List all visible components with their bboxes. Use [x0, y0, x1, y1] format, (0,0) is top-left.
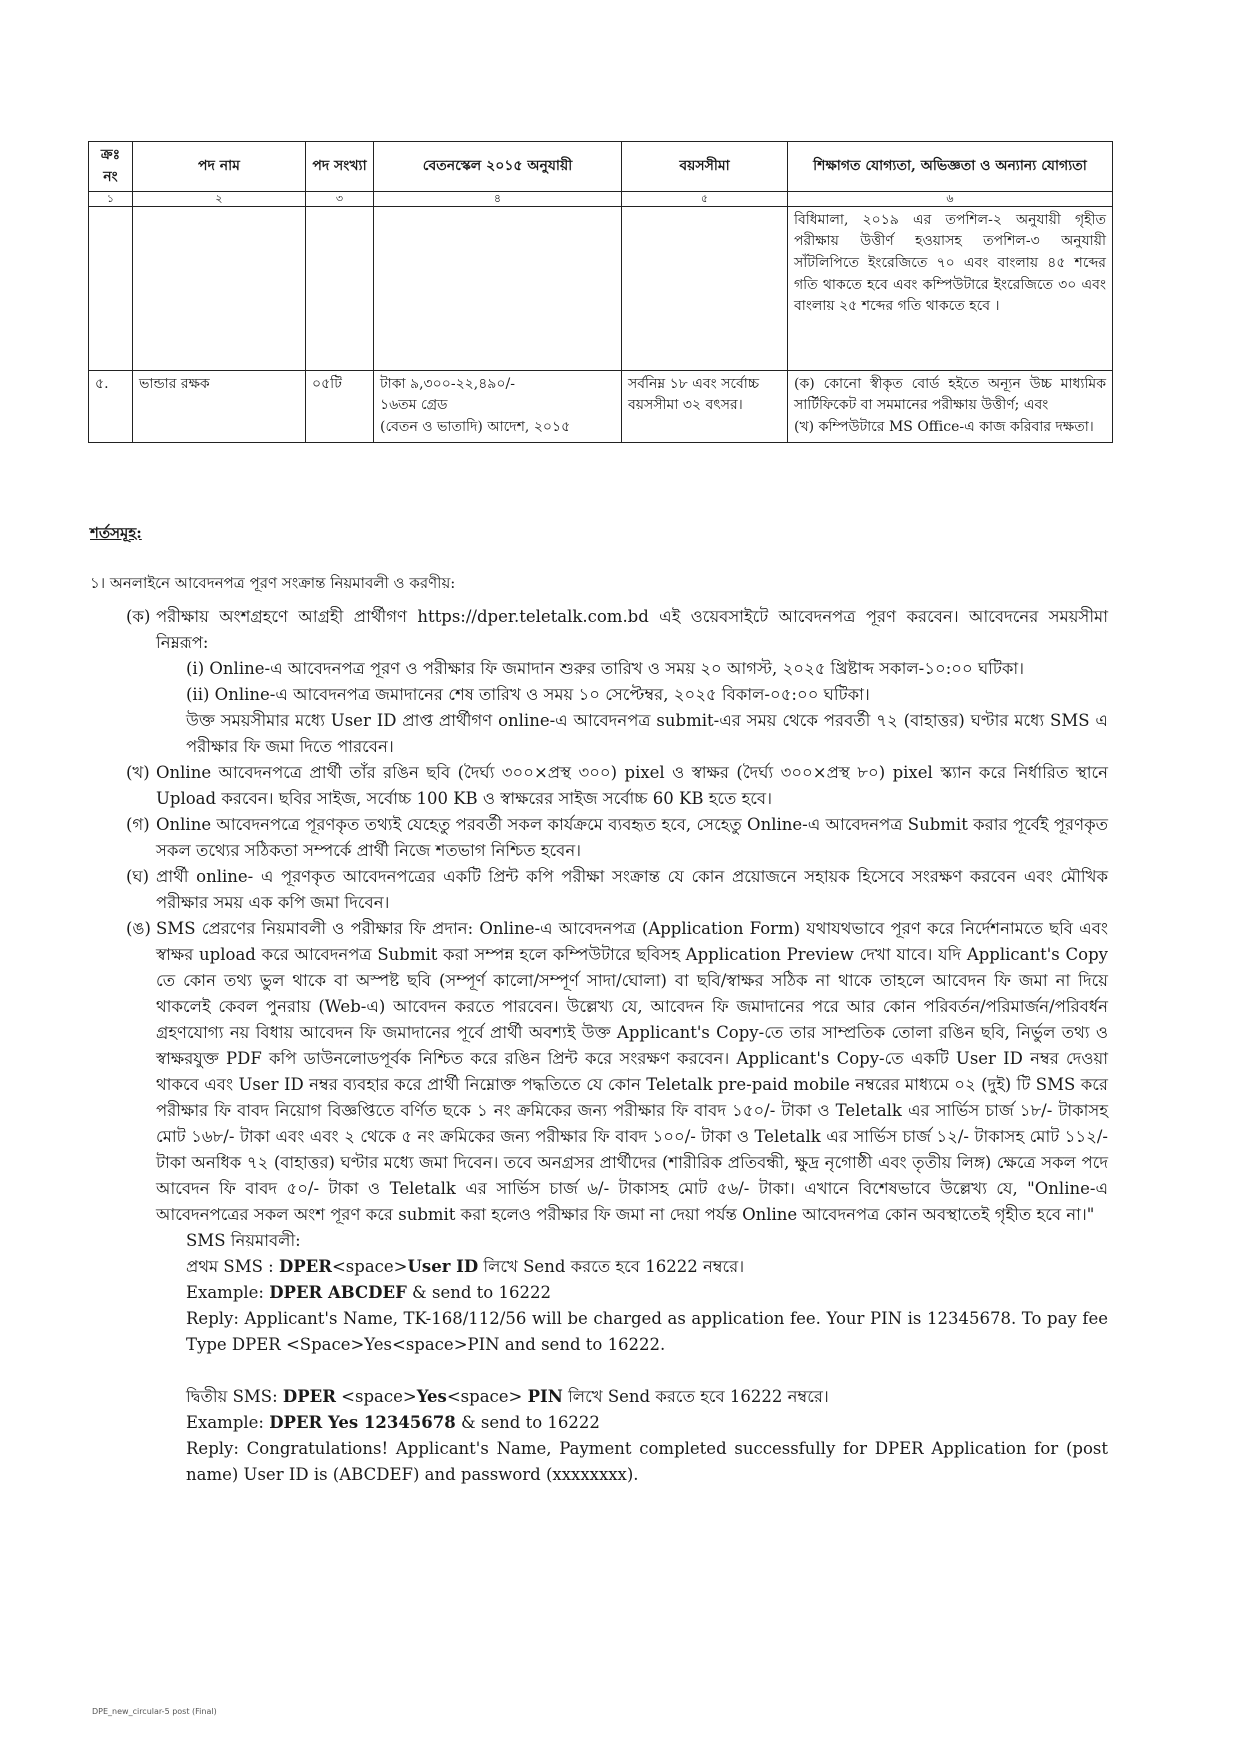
cell-pay-scale	[374, 206, 622, 370]
qualification-text: (খ) কম্পিউটারে MS Office-এ কাজ করিবার দক্ষতা।	[794, 418, 1094, 435]
sms-tail: লিখে Send করতে হবে 16222 নম্বরে।	[562, 1387, 829, 1406]
qualification-text: বিধিমালা, ২০১৯ এর তপশিল-২ অনুযায়ী গৃহীত পরীক্ষায় উত্তীর্ণ হওয়াসহ তপশিল-৩ অনুযায়ী সাঁটলিপিতে ইংরেজিতে ৭০ এবং বাংলায় ৪৫ শব্দের গতি থাকতে হবে এবং কম্পিউটারে ইংরেজিতে ৩০ এবং বাংলায় ২৫ শব্দের গতি থাকতে হবে ।	[794, 211, 1106, 315]
cell-age-limit: সর্বনিম্ন ১৮ এবং সর্বোচ্চ বয়সসীমা ৩২ বৎসর।	[622, 370, 788, 442]
section-online-application	[90, 570, 1108, 1488]
footer-filename: DPE_new_circular-5 post (Final)	[92, 1707, 217, 1716]
example-label: Example:	[186, 1413, 270, 1432]
sms-reply-2: Reply: Congratulations! Applicant's Name, Payment completed successfully for DPER Application for (post name) User ID is (ABCDEF) and password (xxxxxxxx).	[186, 1439, 1108, 1484]
deadline-end: (ii) Online-এ আবেদনপত্র জমাদানের শেষ তারিখ ও সময় ১০ সেপ্টেম্বর, ২০২৫ বিকাল-০৫:০০ ঘটিকা।	[186, 685, 870, 704]
list-item	[126, 604, 1108, 656]
list-item	[126, 916, 1108, 1228]
sms-space: <space>	[446, 1387, 528, 1406]
cell-post-name: ভান্ডার রক্ষক	[133, 370, 306, 442]
item-text: পরীক্ষায় অংশগ্রহণে আগ্রহী প্রার্থীগণ https://dper.teletalk.com.bd এই ওয়েবসাইটে আবেদনপত্র পূরণ করবেন। আবেদনের সময়সীমা নিম্নরূপ:	[156, 607, 1108, 652]
cell-qualification	[788, 206, 1113, 370]
sms-example-1	[186, 1280, 1108, 1306]
item-text: প্রার্থী online- এ পূরণকৃত আবেদনপত্রের একটি প্রিন্ট কপি পরীক্ষা সংক্রান্ত যে কোন প্রয়োজনে সহায়ক হিসেবে সংরক্ষণ করবেন এবং মৌখিক পরীক্ষার সময় এক কপি জমা দিবেন।	[156, 867, 1108, 912]
sms-space: <space>	[335, 1387, 417, 1406]
col-number: ৪	[374, 192, 622, 206]
example-tail: & send to 16222	[455, 1413, 600, 1432]
cell-pay-scale	[374, 370, 622, 442]
col-number: ৩	[306, 192, 374, 206]
item-marker: (ঙ)	[126, 919, 151, 938]
sms-tail: লিখে Send করতে হবে 16222 নম্বরে।	[478, 1257, 745, 1276]
table-header-row	[89, 142, 1113, 192]
sms-label: প্রথম SMS :	[186, 1257, 279, 1276]
col-number: ৫	[622, 192, 788, 206]
table-row	[89, 370, 1113, 442]
cell-serial	[89, 206, 133, 370]
qualification-text: (ক) কোনো স্বীকৃত বোর্ড হইতে অন্যূন উচ্চ মাধ্যমিক সার্টিফিকেট বা সমমানের পরীক্ষায় উত্তীর্ণ; এবং	[794, 375, 1106, 414]
cell-qualification	[788, 370, 1113, 442]
cell-post-name	[133, 206, 306, 370]
sms-rules-heading: SMS নিয়মাবলী:	[186, 1231, 301, 1250]
cell-age-limit	[622, 206, 788, 370]
item-marker: (গ)	[126, 815, 150, 834]
sms-label: দ্বিতীয় SMS:	[186, 1387, 283, 1406]
terms-heading: শর্তসমূহ:	[90, 524, 142, 542]
sms-first	[186, 1254, 1108, 1280]
cell-count	[306, 206, 374, 370]
sms-space: <space>	[331, 1257, 408, 1276]
header-pay-scale: বেতনস্কেল ২০১৫ অনুযায়ী	[374, 142, 622, 192]
col-number: ৬	[788, 192, 1113, 206]
item-text: SMS প্রেরণের নিয়মাবলী ও পরীক্ষার ফি প্রদান: Online-এ আবেদনপত্র (Application Form) যথাযথভাবে পূরণ করে নির্দেশনামতে ছবি এবং স্বাক্ষর upload করে আবেদনপত্র Submit করা সম্পন্ন হলে কম্পিউটারে ছবিসহ Application Preview দেখা যাবে। যদি Applicant's Copy তে কোন তথ্য ভুল থাকে বা অস্পষ্ট ছবি (সম্পূর্ণ কালো/সম্পূর্ণ সাদা/ঘোলা) বা ছবি/স্বাক্ষর সঠিক না থাকে তাহলে আবেদন ফি জমা না দিয়ে থাকলেই কেবল পুনরায় (Web-এ) আবেদন করতে পারবেন। উল্লেখ্য যে, আবেদন ফি জমাদানের পরে আর কোন পরিবর্তন/পরিমার্জন/পরিবর্ধন গ্রহণযোগ্য নয় বিধায় আবেদন ফি জমাদানের পূর্বে প্রার্থী অবশ্যই উক্ত Applicant's Copy-তে তার সাম্প্রতিক তোলা রঙিন ছবি, নির্ভুল তথ্য ও স্বাক্ষরযুক্ত PDF কপি ডাউনলোডপূর্বক নিশ্চিত করে রঙিন প্রিন্ট করে সংরক্ষণ করবেন। Applicant's Copy-তে একটি User ID নম্বর দেওয়া থাকবে এবং User ID নম্বর ব্যবহার করে প্রার্থী নিম্নোক্ত পদ্ধতিতে যে কোন Teletalk pre-paid mobile নম্বরের মাধ্যমে ০২ (দুই) টি SMS করে পরীক্ষার ফি বাবদ নিয়োগ বিজ্ঞপ্তিতে বর্ণিত ছকে ১ নং ক্রমিকের জন্য পরীক্ষার ফি বাবদ ১৫০/- টাকা ও Teletalk এর সার্ভিস চার্জ ১৮/- টাকাসহ মোট ১৬৮/- টাকা এবং এবং ২ থেকে ৫ নং ক্রমিকের জন্য পরীক্ষার ফি বাবদ ১০০/- টাকা ও Teletalk এর সার্ভিস চার্জ ১২/- টাকাসহ মোট ১১২/- টাকা অনধিক ৭২ (বাহাত্তর) ঘণ্টার মধ্যে জমা দিবেন। তবে অনগ্রসর প্রার্থীদের (শারীরিক প্রতিবন্ধী, ক্ষুদ্র নৃগোষ্ঠী এবং তৃতীয় লিঙ্গ) ক্ষেত্রে সকল পদে আবেদন ফি বাবদ ৫০/- টাকা ও Teletalk এর সার্ভিস চার্জ ৬/- টাকাসহ মোট ৫৬/- টাকা। এখানে বিশেষভাবে উল্লেখ্য যে, "Online-এ আবেদনপত্রের সকল অংশ পূরণ করে submit করা হলেও পরীক্ষার ফি জমা না দেয়া পর্যন্ত Online আবেদনপত্র কোন অবস্থাতেই গৃহীত হবে না।"	[156, 919, 1109, 1224]
item-marker: (ক)	[126, 607, 151, 626]
sms-command: DPER	[282, 1387, 336, 1406]
example-command: DPER Yes 12345678	[269, 1413, 456, 1432]
header-age-limit: বয়সসীমা	[622, 142, 788, 192]
table-row	[89, 206, 1113, 370]
example-command: DPER ABCDEF	[269, 1283, 407, 1302]
posts-table	[88, 141, 1113, 443]
sms-user-id: User ID	[407, 1257, 479, 1276]
list-item	[126, 864, 1108, 916]
fee-window-note: উক্ত সময়সীমার মধ্যে User ID প্রাপ্ত প্রার্থীগণ online-এ আবেদনপত্র submit-এর সময় থেকে পরবর্তী ৭২ (বাহাত্তর) ঘণ্টার মধ্যে SMS এ পরীক্ষার ফি জমা দিতে পারবেন।	[186, 711, 1108, 756]
sms-second	[186, 1384, 1108, 1410]
sms-pin: PIN	[527, 1387, 563, 1406]
example-label: Example:	[186, 1283, 270, 1302]
sms-command: DPER	[278, 1257, 332, 1276]
item-text: Online আবেদনপত্রে প্রার্থী তাঁর রঙিন ছবি (দৈর্ঘ্য ৩০০×প্রস্থ ৩০০) pixel ও স্বাক্ষর (দৈর্ঘ্য ৩০০×প্রস্থ ৮০) pixel স্ক্যান করে নির্ধারিত স্থানে Upload করবেন। ছবির সাইজ, সর্বোচ্চ 100 KB ও স্বাক্ষরের সাইজ সর্বোচ্চ 60 KB হতে হবে।	[156, 763, 1108, 808]
pay-scale-line: টাকা ৯,৩০০-২২,৪৯০/-	[380, 375, 515, 392]
item-marker: (ঘ)	[126, 867, 150, 886]
cell-serial: ৫.	[89, 370, 133, 442]
example-tail: & send to 16222	[406, 1283, 551, 1302]
item-marker: (খ)	[126, 763, 150, 782]
pay-scale-order: (বেতন ও ভাতাদি) আদেশ, ২০১৫	[380, 418, 571, 435]
list-item	[126, 760, 1108, 812]
pay-scale-grade: ১৬তম গ্রেড	[380, 397, 448, 414]
sms-reply-1: Reply: Applicant's Name, TK-168/112/56 will be charged as application fee. Your PIN is 12345678. To pay fee Type DPER <Space>Yes<space>PIN and send to 16222.	[186, 1309, 1108, 1354]
cell-count: ০৫টি	[306, 370, 374, 442]
list-item	[126, 812, 1108, 864]
column-number-row	[89, 192, 1113, 206]
header-qualification: শিক্ষাগত যোগ্যতা, অভিজ্ঞতা ও অন্যান্য যোগ্যতা	[788, 142, 1113, 192]
deadline-start: (i) Online-এ আবেদনপত্র পূরণ ও পরীক্ষার ফি জমাদান শুরুর তারিখ ও সময় ২০ আগস্ট, ২০২৫ খ্রিষ্টাব্দ সকাল-১০:০০ ঘটিকা।	[186, 659, 1025, 678]
sms-example-2	[186, 1410, 1108, 1436]
item-text: Online আবেদনপত্রে পূরণকৃত তথ্যই যেহেতু পরবর্তী সকল কার্যক্রমে ব্যবহৃত হবে, সেহেতু Online-এ আবেদনপত্র Submit করার পূর্বেই পূরণকৃত সকল তথ্যের সঠিকতা সম্পর্কে প্রার্থী নিজে শতভাগ নিশ্চিত হবেন।	[156, 815, 1108, 860]
col-number: ২	[133, 192, 306, 206]
header-serial: ক্রঃ নং	[89, 142, 133, 192]
sms-yes: Yes	[416, 1387, 447, 1406]
col-number: ১	[89, 192, 133, 206]
header-count: পদ সংখ্যা	[306, 142, 374, 192]
header-post-name: পদ নাম	[133, 142, 306, 192]
section-title: ১। অনলাইনে আবেদনপত্র পূরণ সংক্রান্ত নিয়মাবলী ও করণীয়:	[90, 574, 456, 592]
